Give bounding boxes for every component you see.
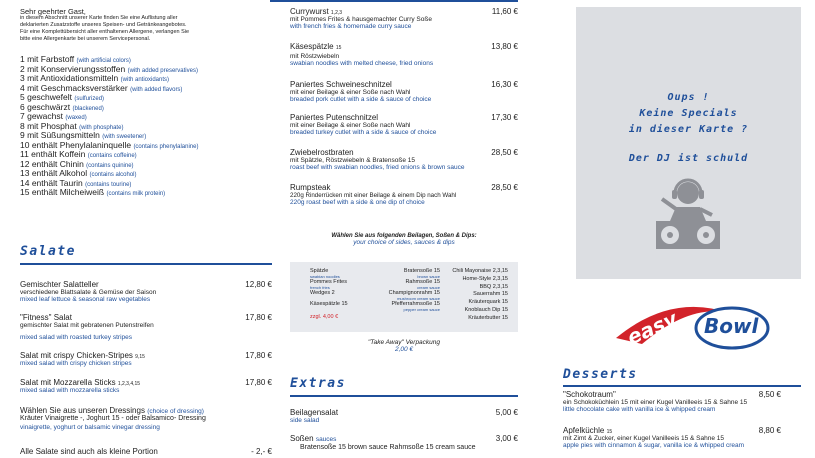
specials-line: Der DJ ist schuld xyxy=(628,153,749,164)
top-rule xyxy=(270,0,518,2)
salat-price: 17,80 € xyxy=(245,313,272,322)
main-desc: mit Röstzwiebeln xyxy=(290,53,340,60)
desserts-heading: Desserts xyxy=(563,367,638,382)
allergen-item: 15 enthält Milcheiweiß (contains milk protein) xyxy=(20,187,166,197)
side-option: Home-Style 2,3,15 xyxy=(462,275,508,282)
main-desc: 220g Rinderrücken mit einer Beilage & einem Dip nach Wahl xyxy=(290,192,457,199)
allergen-item: 7 gewachst (waxed) xyxy=(20,111,87,121)
intro-line: in diesem Abschnitt unserer Karte finden Sie eine Auflistung aller xyxy=(20,15,178,21)
extras-en: side salad xyxy=(290,417,320,424)
intro-line: Für eine Komplettübersicht aller enthaltenen Allergene, verlangen Sie xyxy=(20,29,190,35)
sides-title: Wählen Sie aus folgenden Beilagen, Soßen & Dips: your choice of sides, sauces & dips xyxy=(331,233,477,246)
side-option: Rahmsoße 15 cream sauce xyxy=(405,279,440,290)
main-price: 11,60 € xyxy=(491,7,518,16)
intro-greeting: Sehr geehrter Gast, xyxy=(20,7,86,16)
main-title: Paniertes Putenschnitzel xyxy=(290,113,379,122)
side-option: Kräuterquark 15 xyxy=(468,299,508,306)
sides-box xyxy=(290,262,518,332)
main-price: 28,50 € xyxy=(491,148,518,157)
specials-panel xyxy=(576,7,801,279)
allergen-item: 9 mit Süßungsmitteln (with sweetener) xyxy=(20,130,147,140)
allergen-item: 6 geschwärzt (blackened) xyxy=(20,101,104,112)
side-option: Pfefferrahmsoße 15 pepper cream sauce xyxy=(391,301,440,312)
salat-title: Salat mit Mozzarella Sticks 1,2,3,4,15 xyxy=(20,378,141,387)
extras-sauce-line: Bratensoße 15 brown sauce Rahmsoße 15 cream sauce xyxy=(300,444,476,451)
side-option: Pommes Frites french fries xyxy=(310,279,347,290)
dessert-desc: ein Schokoküchlein 15 mit einer Kugel Vanilleeis 15 & Sahne 15 xyxy=(563,399,748,406)
main-price: 16,30 € xyxy=(491,80,518,89)
main-price: 13,80 € xyxy=(491,42,518,51)
allergen-item: 4 mit Geschmacksverstärker (with added flavors) xyxy=(20,82,183,93)
extras-title: Soßen sauces xyxy=(290,434,337,443)
main-price: 17,30 € xyxy=(491,113,518,122)
salat-price: 17,80 € xyxy=(245,351,272,360)
take-away: "Take Away" Verpackung 2,00 € xyxy=(367,339,441,353)
main-title: Zwiebelrostbraten xyxy=(290,148,354,157)
side-surcharge: zzgl. 4,00 € xyxy=(310,314,339,320)
salat-en: mixed salad with crispy chicken stripes xyxy=(20,360,132,367)
extras-price: 5,00 € xyxy=(495,408,518,417)
side-option: Sauerrahm 15 xyxy=(473,291,508,298)
side-option: Knoblauch Dip 15 xyxy=(464,307,508,313)
main-desc: mit einer Beilage & einer Soße nach Wahl xyxy=(290,122,411,129)
dressing-line: Kräuter Vinaigrette -, Joghurt 15 - oder Balsamico- Dressing xyxy=(20,415,206,422)
main-title: Käsespätzle 15 xyxy=(290,42,342,51)
specials-line: Keine Specials xyxy=(639,108,738,119)
extras-heading: Extras xyxy=(290,376,346,391)
dessert-title: Apfelküchle 15 xyxy=(563,426,613,435)
allergen-item: 1 mit Farbstoff (with artificial colors) xyxy=(20,54,131,64)
salat-desc: gemischter Salat mit gebratenen Putenstreifen xyxy=(20,322,154,329)
specials-line: in dieser Karte ? xyxy=(628,124,749,135)
main-title: Paniertes Schweineschnitzel xyxy=(290,80,392,89)
allergen-item: 2 mit Konservierungsstoffen (with added preservatives) xyxy=(20,63,198,74)
extras-title: Beilagensalat xyxy=(290,408,339,417)
salat-en: mixed leaf lettuce & seasonal raw vegetables xyxy=(20,296,151,303)
left-column xyxy=(20,0,272,458)
logo-word-bowl: Bowl xyxy=(704,314,759,338)
dessert-desc: mit Zimt & Zucker, einer Kugel Vanilleeis 15 & Sahne 15 xyxy=(563,435,725,442)
dessert-title: "Schokotraum" xyxy=(563,390,616,399)
main-en: swabian noodles with melted cheese, fried onions xyxy=(290,60,434,67)
easy-bowl-logo xyxy=(612,298,772,360)
side-option: Kräuterbutter 15 xyxy=(468,314,508,321)
dessert-price: 8,50 € xyxy=(758,390,781,399)
main-en: with french fries & homemade curry sauce xyxy=(290,23,412,30)
salat-en: mixed salad with mozzarella sticks xyxy=(20,387,120,394)
specials-line: Oups ! xyxy=(667,92,710,103)
allergen-item: 3 mit Antioxidationsmitteln (with antioxidants) xyxy=(20,73,170,83)
side-option: Käsespätzle 15 xyxy=(310,301,348,307)
dressing-en: vinaigrette, yoghurt or balsamic vinegar dressing xyxy=(20,424,160,431)
portion-text: Alle Salate sind auch als kleine Portion xyxy=(20,447,158,456)
desserts-heading-rule xyxy=(563,385,801,387)
dessert-en: little chocolate cake with vanilla ice & whipped cream xyxy=(563,406,716,413)
salat-title: Salat mit crispy Chicken-Stripes 9,15 xyxy=(20,351,145,360)
allergen-item: 14 enthält Taurin (contains tourine) xyxy=(20,177,132,188)
extras-heading-rule xyxy=(290,395,518,397)
salat-en: mixed salad with roasted turkey stripes xyxy=(20,334,132,341)
allergen-item: 12 enthält Chinin (contains quinine) xyxy=(20,158,134,169)
allergen-item: 10 enthält Phenylalaninquelle (contains phenylalanine) xyxy=(20,139,199,150)
main-desc: mit einer Beilage & einer Soße nach Wahl xyxy=(290,89,411,96)
allergen-item: 11 enthält Koffein (contains coffeine) xyxy=(20,149,137,159)
portion-price: - 2,- € xyxy=(251,447,272,456)
main-title: Currywurst 1,2,3 xyxy=(290,7,343,16)
main-title: Rumpsteak xyxy=(290,183,331,192)
dressing-title: Wählen Sie aus unseren Dressings (choice of dressing) xyxy=(20,406,204,415)
dessert-price: 8,80 € xyxy=(758,426,781,435)
salat-price: 12,80 € xyxy=(245,280,272,289)
extras-price: 3,00 € xyxy=(495,434,518,443)
side-option: BBQ 2,3,15 xyxy=(479,283,508,290)
intro-line: bitte eine Allergenkarte bei unserem Servicepersonal. xyxy=(20,36,151,42)
salate-heading: Salate xyxy=(20,244,76,259)
salat-title: "Fitness" Salat xyxy=(20,313,72,322)
side-option: Chili Mayonaise 2,3,15 xyxy=(452,268,508,274)
side-option: Bratensoße 15 brown sauce xyxy=(403,268,440,279)
main-en: roast beef with swabian noodles, fried onions & brown sauce xyxy=(290,164,465,171)
main-price: 28,50 € xyxy=(491,183,518,192)
dessert-en: apple pies with cinnamon & sugar, vanilla ice & whipped cream xyxy=(563,442,745,449)
allergen-item: 5 geschwefelt (sulfurized) xyxy=(20,92,105,102)
allergen-item: 8 mit Phosphat (with phosphate) xyxy=(20,120,124,131)
side-option: Champignonrahm 15 mushroom cream sauce xyxy=(388,290,440,301)
dj-icon xyxy=(648,175,728,255)
intro-line: deklarierten Zusatzstoffe unseres Speisen- und Getränkeangebotes. xyxy=(20,22,187,28)
salat-price: 17,80 € xyxy=(245,378,272,387)
salat-title: Gemischter Salatteller xyxy=(20,280,99,289)
main-desc: mit Pommes Frites & hausgemachter Curry Soße xyxy=(290,16,432,23)
side-option: Wedges 2 xyxy=(310,290,335,296)
main-en: breaded pork cutlet with a side & sauce of choice xyxy=(290,96,432,103)
logo-word-easy: easy xyxy=(623,306,681,350)
side-option: Spätzle swabian noodles xyxy=(310,268,340,279)
allergen-item: 13 enthält Alkohol (contains alcohol) xyxy=(20,168,137,178)
main-desc: mit Spätzle, Röstzwiebeln & Bratensoße 15 xyxy=(290,157,416,164)
salat-desc: verschiedene Blattsalate & Gemüse der Saison xyxy=(20,289,157,296)
salate-heading-rule xyxy=(20,263,272,265)
main-en: breaded turkey cutlet with a side & sauce of choice xyxy=(290,129,437,136)
main-en: 220g roast beef with a side & one dip of choice xyxy=(290,199,425,206)
